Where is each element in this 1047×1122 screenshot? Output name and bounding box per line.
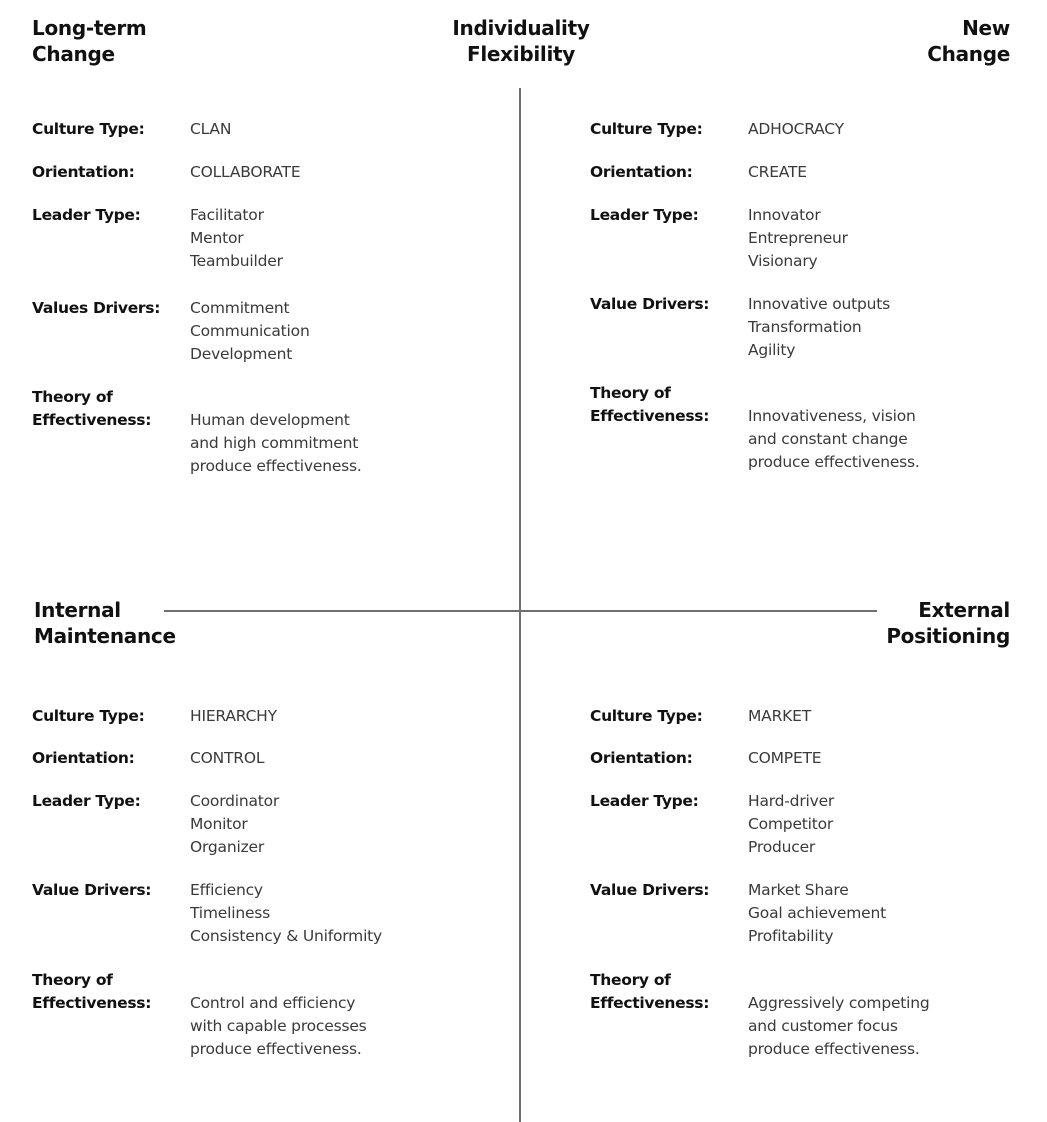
theory-value: [190, 409, 450, 479]
axis-label-long-term-change: [32, 15, 146, 67]
vertical-axis-line: [519, 88, 521, 1122]
value-driver-item: Market Share: [748, 881, 849, 899]
value-driver-item: Commitment: [190, 299, 290, 317]
culture-type-label: Culture Type:: [590, 707, 703, 725]
theory-line: produce effectiveness.: [190, 1040, 362, 1059]
theory-value: [748, 405, 1008, 475]
theory-label-line: Theory of: [590, 971, 671, 989]
theory-line: Control and efficiency: [190, 994, 356, 1012]
theory-value: [190, 992, 450, 1062]
axis-label-line: Positioning: [886, 624, 1010, 648]
theory-line: produce effectiveness.: [748, 1040, 920, 1059]
orientation-label: Orientation:: [590, 749, 693, 767]
axis-label-line: Flexibility: [466, 42, 576, 66]
leader-type-item: Competitor: [748, 815, 834, 834]
theory-label: [32, 969, 187, 1015]
axis-label-line: External: [918, 598, 1010, 622]
orientation-value: COLLABORATE: [190, 163, 301, 181]
value-driver-item: Timeliness: [190, 904, 271, 923]
culture-type-label: Culture Type:: [32, 707, 145, 725]
theory-label-line: Effectiveness:: [32, 994, 152, 1012]
value-drivers-label: Values Drivers:: [32, 299, 161, 317]
leader-type-label: Leader Type:: [590, 792, 699, 810]
theory-label-line: Effectiveness:: [32, 411, 152, 429]
axis-label-line: Change: [927, 42, 1010, 66]
axis-label-line: New: [962, 16, 1010, 40]
culture-type-label: Culture Type:: [590, 120, 703, 138]
leader-type-value: [190, 790, 450, 860]
theory-value: [748, 992, 1008, 1062]
axis-label-line: Individuality: [452, 16, 590, 40]
leader-type-value: [748, 790, 1008, 860]
axis-label-line: Maintenance: [34, 624, 176, 648]
theory-label-line: Effectiveness:: [590, 407, 710, 425]
value-driver-item: Consistency & Uniformity: [190, 927, 383, 946]
culture-type-value: HIERARCHY: [190, 707, 277, 725]
leader-type-item: Innovator: [748, 206, 821, 224]
axis-label-individuality-flexibility: [400, 15, 642, 67]
theory-line: produce effectiveness.: [190, 457, 362, 476]
leader-type-item: Monitor: [190, 815, 248, 834]
leader-type-item: Facilitator: [190, 206, 264, 224]
culture-type-value: ADHOCRACY: [748, 120, 844, 138]
theory-label: [590, 382, 745, 428]
leader-type-value: [190, 204, 450, 274]
leader-type-label: Leader Type:: [590, 206, 699, 224]
value-drivers-value: [748, 879, 1008, 949]
leader-type-item: Producer: [748, 838, 816, 857]
value-driver-item: Agility: [748, 341, 796, 360]
theory-line: produce effectiveness.: [748, 453, 920, 472]
leader-type-value: [748, 204, 1008, 274]
theory-label-line: Theory of: [32, 971, 113, 989]
culture-type-value: MARKET: [748, 707, 811, 725]
value-drivers-label: Value Drivers:: [590, 295, 710, 313]
leader-type-item: Visionary: [748, 252, 818, 271]
theory-line: and customer focus: [748, 1017, 898, 1036]
orientation-value: COMPETE: [748, 749, 822, 767]
theory-line: and high commitment: [190, 434, 359, 453]
theory-label: [590, 969, 745, 1015]
theory-label-line: Theory of: [590, 384, 671, 402]
orientation-label: Orientation:: [32, 163, 135, 181]
theory-line: Innovativeness, vision: [748, 407, 916, 425]
theory-label-line: Effectiveness:: [590, 994, 710, 1012]
leader-type-item: Entrepreneur: [748, 229, 848, 248]
axis-label-line: Internal: [34, 598, 121, 622]
leader-type-item: Coordinator: [190, 792, 280, 810]
leader-type-item: Hard-driver: [748, 792, 835, 810]
orientation-label: Orientation:: [590, 163, 693, 181]
horizontal-axis-line: [164, 610, 877, 612]
value-driver-item: Profitability: [748, 927, 834, 946]
theory-line: Aggressively competing: [748, 994, 930, 1012]
orientation-value: CREATE: [748, 163, 807, 181]
orientation-value: CONTROL: [190, 749, 265, 767]
value-drivers-label: Value Drivers:: [32, 881, 152, 899]
value-driver-item: Efficiency: [190, 881, 263, 899]
theory-line: with capable processes: [190, 1017, 367, 1036]
axis-label-line: Change: [32, 42, 115, 66]
theory-label-line: Theory of: [32, 388, 113, 406]
theory-line: Human development: [190, 411, 350, 429]
axis-label-internal-maintenance: [34, 597, 176, 649]
axis-label-new-change: [927, 15, 1010, 67]
culture-type-value: CLAN: [190, 120, 232, 138]
axis-label-external-positioning: [886, 597, 1010, 649]
value-drivers-value: [190, 297, 450, 367]
value-driver-item: Innovative outputs: [748, 295, 890, 313]
value-drivers-value: [190, 879, 450, 949]
axis-label-line: Long-term: [32, 16, 147, 40]
value-driver-item: Development: [190, 345, 293, 364]
value-drivers-value: [748, 293, 1008, 363]
value-driver-item: Goal achievement: [748, 904, 886, 923]
culture-type-label: Culture Type:: [32, 120, 145, 138]
leader-type-item: Mentor: [190, 229, 244, 248]
leader-type-item: Teambuilder: [190, 252, 283, 271]
value-driver-item: Transformation: [748, 318, 862, 337]
value-driver-item: Communication: [190, 322, 310, 341]
leader-type-item: Organizer: [190, 838, 265, 857]
theory-line: and constant change: [748, 430, 908, 449]
orientation-label: Orientation:: [32, 749, 135, 767]
theory-label: [32, 386, 187, 432]
leader-type-label: Leader Type:: [32, 206, 141, 224]
leader-type-label: Leader Type:: [32, 792, 141, 810]
value-drivers-label: Value Drivers:: [590, 881, 710, 899]
